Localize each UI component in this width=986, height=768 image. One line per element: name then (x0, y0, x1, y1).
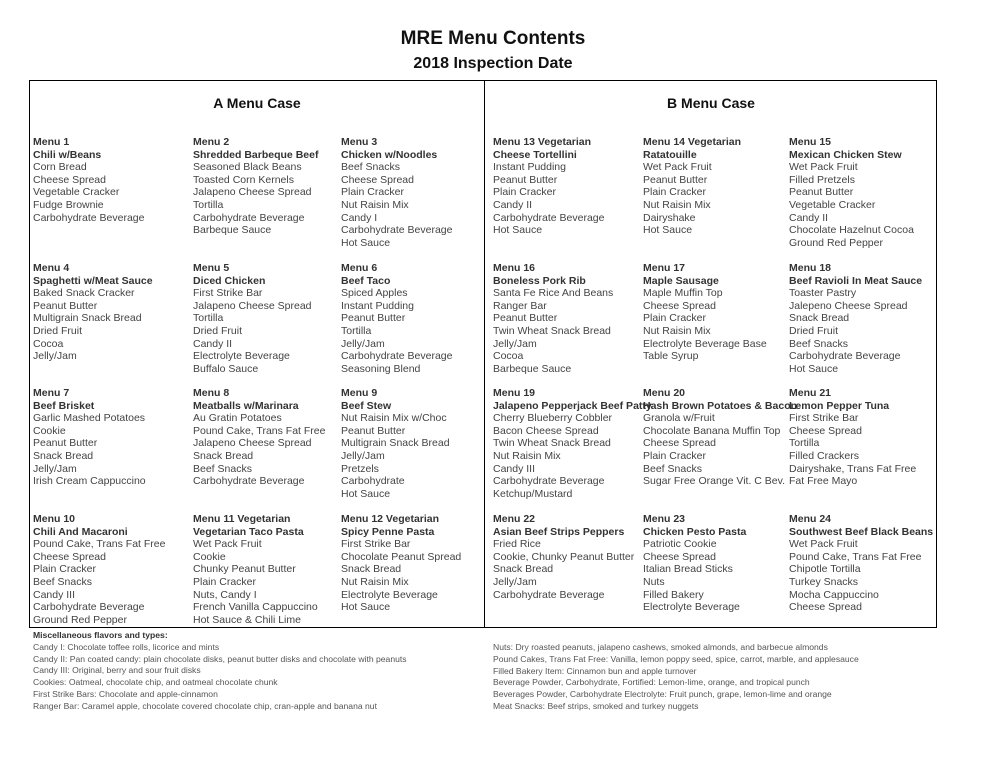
menu-block (341, 136, 453, 249)
menu-item: First Strike Bar (341, 538, 411, 551)
menu-block (193, 136, 318, 237)
menu-number: Menu 21 (789, 387, 832, 399)
menu-item: Ground Red Pepper (33, 613, 127, 626)
menu-item: Au Gratin Potatoes (193, 412, 282, 425)
menu-item: Cheese Spread (643, 299, 716, 312)
menu-item: Fried Rice (493, 538, 541, 551)
menu-table (29, 80, 937, 628)
menu-number: Menu 18 (789, 262, 832, 274)
menu-item: Jalepeno Cheese Spread (789, 299, 908, 312)
menu-item: Wet Pack Fruit (193, 538, 262, 551)
menu-entree: Beef Stew (341, 399, 392, 412)
menu-item: Jalapeno Cheese Spread (193, 437, 312, 450)
menu-entree: Cheese Tortellini (493, 148, 577, 161)
menu-number: Menu 16 (493, 262, 536, 274)
menu-item: Italian Bread Sticks (643, 563, 733, 576)
menu-item: Plain Cracker (643, 186, 707, 199)
menu-item: Beef Snacks (643, 462, 702, 475)
menu-item: Jelly/Jam (493, 337, 537, 350)
misc-note: First Strike Bars: Chocolate and apple-cinnamon (33, 688, 218, 699)
menu-block (193, 513, 318, 626)
menu-entree: Vegetarian Taco Pasta (193, 525, 304, 538)
menu-item: Garlic Mashed Potatoes (33, 412, 146, 425)
menu-item: Plain Cracker (643, 312, 707, 325)
menu-item: Hot Sauce (789, 362, 839, 375)
menu-item: Plain Cracker (193, 575, 257, 588)
menu-item: Cheese Spread (341, 173, 414, 186)
menu-item: Peanut Butter (493, 312, 558, 325)
menu-block (493, 513, 634, 601)
menu-item: Turkey Snacks (789, 575, 859, 588)
menu-entree: Beef Brisket (33, 399, 95, 412)
menu-block (193, 262, 312, 375)
menu-item: Carbohydrate Beverage (493, 211, 605, 224)
misc-note: Ranger Bar: Caramel apple, chocolate covered chocolate chip, cran-apple and banana nut (33, 700, 377, 711)
menu-block (643, 387, 797, 488)
menu-item: Barbeque Sauce (193, 224, 272, 237)
menu-block (493, 262, 613, 375)
menu-item: Jelly/Jam (33, 350, 77, 363)
menu-entree: Chili And Macaroni (33, 525, 128, 538)
menu-item: Tortilla (341, 324, 372, 337)
menu-item: Hot Sauce (341, 236, 391, 249)
menu-item: Cocoa (33, 337, 64, 350)
menu-item: Carbohydrate (341, 475, 405, 488)
menu-item: Vegetable Cracker (33, 186, 120, 199)
menu-entree: Maple Sausage (643, 274, 719, 287)
menu-item: Corn Bread (33, 161, 87, 174)
menu-item: Nut Raisin Mix (341, 198, 409, 211)
menu-item: Maple Muffin Top (643, 287, 723, 300)
menu-item: Tortilla (193, 198, 224, 211)
menu-item: Plain Cracker (33, 563, 97, 576)
menu-item: Seasoned Black Beans (193, 161, 302, 174)
menu-item: Instant Pudding (341, 299, 414, 312)
menu-item: Carbohydrate Beverage (341, 224, 453, 237)
menu-block (643, 262, 767, 363)
menu-item: Dried Fruit (33, 324, 83, 337)
menu-item: Carbohydrate Beverage (789, 350, 901, 363)
misc-note: Cookies: Oatmeal, chocolate chip, and oatmeal chocolate chunk (33, 677, 278, 688)
menu-entree: Beef Ravioli In Meat Sauce (789, 274, 923, 287)
case-divider (484, 81, 485, 627)
page-title: MRE Menu Contents (400, 28, 586, 49)
menu-item: Electrolyte Beverage (193, 350, 290, 363)
menu-item: Patriotic Cookie (643, 538, 717, 551)
menu-entree: Diced Chicken (193, 274, 266, 287)
page-subtitle: 2018 Inspection Date (413, 55, 573, 72)
menu-number: Menu 9 (341, 387, 378, 399)
menu-item: Snack Bread (33, 449, 94, 462)
menu-item: Candy II (493, 198, 533, 211)
misc-note: Candy I: Chocolate toffee rolls, licorice and mints (33, 641, 220, 652)
menu-block (341, 387, 450, 500)
menu-number: Menu 2 (193, 136, 230, 148)
menu-item: Filled Pretzels (789, 173, 855, 186)
menu-item: Beef Snacks (193, 462, 252, 475)
menu-item: Nuts, Candy I (193, 588, 257, 601)
menu-item: Peanut Butter (33, 437, 98, 450)
menu-item: Pretzels (341, 462, 379, 475)
menu-number: Menu 4 (33, 262, 70, 274)
menu-number: Menu 3 (341, 136, 378, 148)
menu-item: Sugar Free Orange Vit. C Bev. (643, 475, 786, 488)
menu-entree: Jalapeno Pepperjack Beef Patty (493, 399, 652, 412)
menu-number: Menu 22 (493, 513, 536, 525)
menu-entree: Spicy Penne Pasta (341, 525, 435, 538)
menu-item: Multigrain Snack Bread (33, 312, 142, 325)
menu-item: Jalapeno Cheese Spread (193, 299, 312, 312)
menu-number: Menu 14 Vegetarian (643, 136, 742, 148)
menu-number: Menu 23 (643, 513, 686, 525)
menu-item: Chunky Peanut Butter (193, 563, 296, 576)
misc-heading: Miscellaneous flavors and types: (33, 630, 168, 640)
menu-block (789, 262, 922, 375)
menu-item: Pound Cake, Trans Fat Free (789, 550, 922, 563)
menu-item: Dried Fruit (193, 324, 243, 337)
menu-item: Peanut Butter (789, 186, 854, 199)
menu-item: Buffalo Sauce (193, 362, 259, 375)
case-b-title: B Menu Case (667, 95, 755, 111)
menu-item: Snack Bread (193, 449, 254, 462)
menu-item: Jelly/Jam (341, 337, 385, 350)
menu-number: Menu 24 (789, 513, 832, 525)
menu-item: Jelly/Jam (341, 449, 385, 462)
menu-item: Pound Cake, Trans Fat Free (193, 424, 326, 437)
menu-item: Nut Raisin Mix (341, 575, 409, 588)
menu-item: Carbohydrate Beverage (33, 211, 145, 224)
menu-number: Menu 7 (33, 387, 70, 399)
menu-item: Granola w/Fruit (643, 412, 715, 425)
menu-item: Cheese Spread (643, 437, 716, 450)
menu-block (33, 387, 146, 488)
menu-item: Toasted Corn Kernels (193, 173, 294, 186)
menu-item: Hot Sauce (493, 224, 543, 237)
menu-item: Instant Pudding (493, 161, 566, 174)
menu-item: Electrolyte Beverage (643, 601, 740, 614)
menu-item: Filled Crackers (789, 449, 860, 462)
menu-item: Candy III (493, 462, 536, 475)
menu-number: Menu 12 Vegetarian (341, 513, 440, 525)
menu-item: Irish Cream Cappuccino (33, 475, 146, 488)
misc-note: Nuts: Dry roasted peanuts, jalapeno cashews, smoked almonds, and barbecue almonds (493, 642, 828, 652)
menu-number: Menu 15 (789, 136, 832, 148)
menu-item: Jelly/Jam (33, 462, 77, 475)
menu-item: Toaster Pastry (789, 287, 857, 300)
menu-item: Mocha Cappuccino (789, 588, 879, 601)
menu-item: Spiced Apples (341, 287, 408, 300)
menu-entree: Boneless Pork Rib (493, 274, 586, 287)
menu-item: Cookie (193, 550, 226, 563)
menu-item: Baked Snack Cracker (33, 287, 135, 300)
menu-number: Menu 5 (193, 262, 230, 274)
menu-item: Dairyshake, Trans Fat Free (789, 462, 917, 475)
menu-item: Fat Free Mayo (789, 475, 858, 488)
menu-block (493, 387, 652, 500)
menu-item: Peanut Butter (341, 424, 406, 437)
misc-note: Candy II: Pan coated candy: plain chocolate disks, peanut butter disks and chocolate with peanuts (33, 653, 407, 664)
menu-number: Menu 17 (643, 262, 686, 274)
menu-number: Menu 6 (341, 262, 378, 274)
menu-block (643, 513, 746, 614)
menu-block (789, 513, 933, 614)
menu-item: Beef Snacks (789, 337, 848, 350)
menu-item: Jalapeno Cheese Spread (193, 186, 312, 199)
menu-number: Menu 19 (493, 387, 536, 399)
menu-block (643, 136, 741, 237)
menu-item: Cherry Blueberry Cobbler (493, 412, 613, 425)
menu-entree: Chili w/Beans (33, 148, 102, 161)
menu-item: Nut Raisin Mix (493, 449, 561, 462)
menu-entree: Mexican Chicken Stew (789, 148, 902, 161)
menu-item: Cookie (33, 424, 66, 437)
misc-note: Meat Snacks: Beef strips, smoked and turkey nuggets (493, 700, 699, 711)
menu-item: Bacon Cheese Spread (493, 424, 599, 437)
misc-note: Filled Bakery Item: Cinnamon bun and apple turnover (493, 665, 697, 676)
menu-block (493, 136, 605, 237)
menu-item: Twin Wheat Snack Bread (493, 437, 611, 450)
menu-item: Nuts (643, 575, 665, 588)
menu-item: Plain Cracker (493, 186, 557, 199)
menu-item: Carbohydrate Beverage (493, 588, 605, 601)
menu-item: Plain Cracker (643, 449, 707, 462)
menu-block (789, 387, 916, 488)
menu-item: Carbohydrate Beverage (193, 475, 305, 488)
menu-block (33, 262, 153, 363)
menu-item: Ketchup/Mustard (493, 487, 573, 500)
menu-item: Cheese Spread (789, 424, 862, 437)
menu-number: Menu 20 (643, 387, 686, 399)
misc-note: Candy III: Original, berry and sour fruit disks (33, 665, 201, 676)
menu-item: Beef Snacks (341, 161, 400, 174)
menu-item: Cheese Spread (33, 550, 106, 563)
menu-item: Seasoning Blend (341, 362, 421, 375)
menu-item: Tortilla (193, 312, 224, 325)
menu-item: Cookie, Chunky Peanut Butter (493, 550, 635, 563)
menu-item: Table Syrup (643, 350, 699, 363)
menu-item: Hot Sauce (643, 224, 693, 237)
menu-item: Peanut Butter (341, 312, 406, 325)
misc-note: Beverage Powder, Carbohydrate, Fortified: Lemon-lime, orange, and tropical punch (493, 677, 810, 688)
menu-item: Jelly/Jam (493, 575, 537, 588)
menu-item: Pound Cake, Trans Fat Free (33, 538, 166, 551)
menu-item: Ground Red Pepper (789, 236, 883, 249)
menu-block (341, 262, 453, 375)
menu-entree: Ratatouille (643, 148, 697, 161)
menu-item: Cheese Spread (33, 173, 106, 186)
menu-item: Nut Raisin Mix w/Choc (341, 412, 447, 425)
menu-item: French Vanilla Cappuccino (193, 601, 318, 614)
menu-item: Candy III (33, 588, 76, 601)
menu-item: Fudge Brownie (33, 198, 104, 211)
menu-block (33, 136, 145, 224)
menu-item: Candy II (789, 211, 829, 224)
menu-entree: Meatballs w/Marinara (193, 399, 299, 412)
menu-item: Hot Sauce (341, 601, 391, 614)
menu-item: Barbeque Sauce (493, 362, 572, 375)
menu-entree: Chicken Pesto Pasta (643, 525, 747, 538)
menu-item: Wet Pack Fruit (789, 538, 858, 551)
menu-number: Menu 1 (33, 136, 70, 148)
menu-item: Plain Cracker (341, 186, 405, 199)
menu-entree: Beef Taco (341, 274, 391, 287)
menu-item: Ranger Bar (493, 299, 547, 312)
menu-item: Cheese Spread (643, 550, 716, 563)
menu-item: Candy I (341, 211, 378, 224)
menu-item: Candy II (193, 337, 233, 350)
menu-item: Chipotle Tortilla (789, 563, 861, 576)
menu-number: Menu 8 (193, 387, 230, 399)
menu-entree: Spaghetti w/Meat Sauce (33, 274, 153, 287)
misc-note: Pound Cakes, Trans Fat Free: Vanilla, lemon poppy seed, spice, carrot, marble, and applesauce (493, 653, 859, 664)
menu-item: Vegetable Cracker (789, 198, 876, 211)
menu-entree: Lemon Pepper Tuna (789, 399, 890, 412)
menu-entree: Shredded Barbeque Beef (193, 148, 319, 161)
menu-entree: Asian Beef Strips Peppers (493, 525, 625, 538)
menu-item: Chocolate Hazelnut Cocoa (789, 224, 914, 237)
misc-note: Beverages Powder, Carbohydrate Electrolyte: Fruit punch, grape, lemon-lime and orange (493, 689, 832, 700)
menu-item: Chocolate Peanut Spread (341, 550, 462, 563)
menu-item: Hot Sauce (341, 487, 391, 500)
menu-block (193, 387, 325, 488)
menu-item: Dried Fruit (789, 324, 839, 337)
menu-item: Carbohydrate Beverage (341, 350, 453, 363)
menu-item: Beef Snacks (33, 575, 92, 588)
menu-item: Carbohydrate Beverage (493, 475, 605, 488)
case-a-title: A Menu Case (213, 95, 301, 111)
menu-item: Wet Pack Fruit (789, 161, 858, 174)
menu-item: Cocoa (493, 350, 524, 363)
menu-item: Twin Wheat Snack Bread (493, 324, 611, 337)
menu-item: Santa Fe Rice And Beans (493, 287, 614, 300)
menu-item: Filled Bakery (643, 588, 704, 601)
menu-item: Nut Raisin Mix (643, 324, 711, 337)
menu-item: Peanut Butter (643, 173, 708, 186)
menu-item: Carbohydrate Beverage (193, 211, 305, 224)
menu-entree: Hash Brown Potatoes & Bacon (643, 399, 798, 412)
menu-item: Peanut Butter (33, 299, 98, 312)
menu-item: Electrolyte Beverage (341, 588, 438, 601)
menu-number: Menu 13 Vegetarian (493, 136, 592, 148)
menu-item: Snack Bread (493, 563, 554, 576)
menu-item: Wet Pack Fruit (643, 161, 712, 174)
menu-number: Menu 11 Vegetarian (193, 513, 291, 525)
menu-item: Cheese Spread (789, 601, 862, 614)
menu-number: Menu 10 (33, 513, 76, 525)
menu-entree: Chicken w/Noodles (341, 148, 438, 161)
menu-item: Carbohydrate Beverage (33, 601, 145, 614)
menu-item: Hot Sauce & Chili Lime (193, 613, 301, 626)
menu-item: Multigrain Snack Bread (341, 437, 450, 450)
misc-notes-right (493, 642, 859, 713)
menu-item: Peanut Butter (493, 173, 558, 186)
menu-item: Nut Raisin Mix (643, 198, 711, 211)
misc-notes-left (33, 630, 407, 713)
menu-item: First Strike Bar (193, 287, 263, 300)
menu-item: Dairyshake (643, 211, 696, 224)
menu-entree: Southwest Beef Black Beans (789, 525, 934, 538)
menu-block (33, 513, 165, 626)
menu-item: First Strike Bar (789, 412, 859, 425)
menu-item: Snack Bread (789, 312, 850, 325)
menu-block (789, 136, 914, 249)
menu-block (341, 513, 461, 614)
menu-item: Chocolate Banana Muffin Top (643, 424, 781, 437)
menu-item: Tortilla (789, 437, 820, 450)
menu-item: Snack Bread (341, 563, 402, 576)
menu-item: Electrolyte Beverage Base (643, 337, 767, 350)
